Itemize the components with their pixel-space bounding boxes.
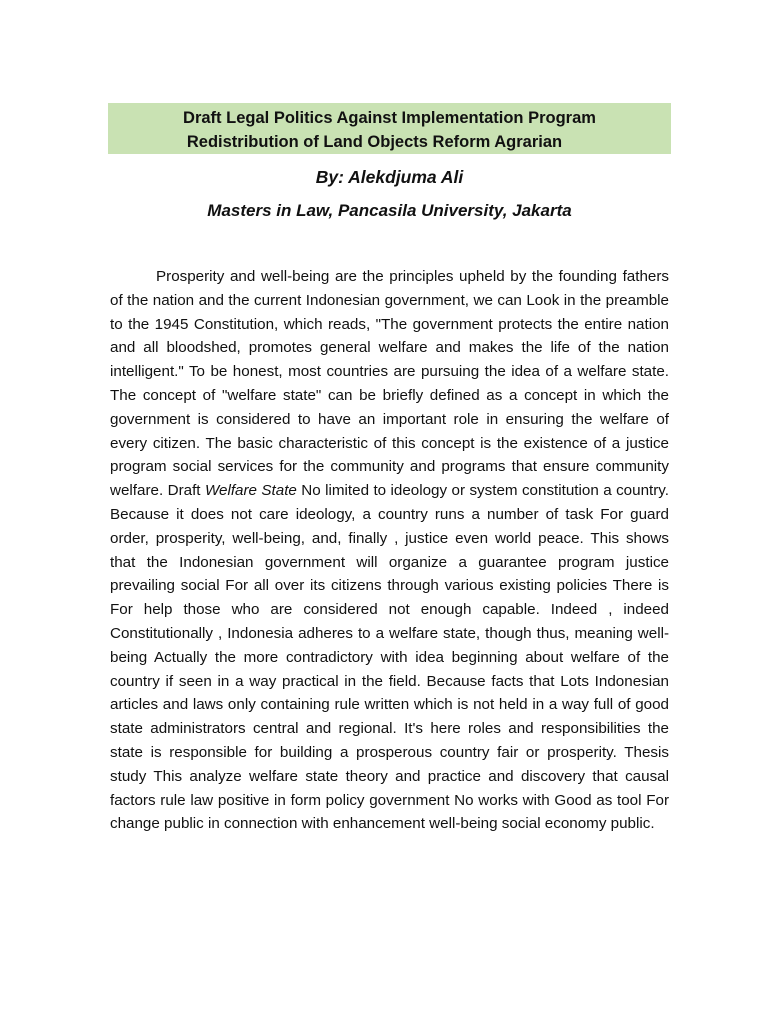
title-banner [108, 103, 671, 154]
body-text [110, 265, 669, 836]
paragraph-text-part-2: No limited to ideology or system constitution a country. Because it does not care ideology, a country runs a number of task For guard order, prosperity, well-being, and, finally , justice even world peace. This shows that the Indonesian government will organize a guarantee program justice prevailing social For all over its citizens through various existing policies There is For help those who are considered not enough capable. Indeed , indeed Constitutionally , Indonesia adheres to a welfare state, though thus, meaning well-being Actually the more contradictory with idea beginning about welfare of the country if seen in a way practical in the field. Because facts that Lots Indonesian articles and laws only containing rule written which is not held in a way full of good state administrators central and regional. It's here roles and responsibilities the state is responsible for building a prosperous country fair or prosperity. Thesis study This analyze welfare state theory and practice and discovery that causal factors rule law positive in form policy government No works with Good as tool For change public in connection with enhancement well-being social economy public. [110, 482, 669, 833]
author-byline: By: Alekdjuma Ali [315, 167, 464, 187]
author-affiliation: Masters in Law, Pancasila University, Jakarta [207, 201, 572, 220]
title-line-1: Draft Legal Politics Against Implementation Program [183, 109, 596, 127]
paragraph-text-part-1: Prosperity and well-being are the principles upheld by the founding fathers of the nation and the current Indonesian government, we can Look in the preamble to the 1945 Constitution, which reads, "The government protects the entire nation and all bloodshed, promotes general welfare and makes the life of the nation intelligent." To be honest, most countries are pursuing the idea of a welfare state. The concept of "welfare state" can be briefly defined as a concept in which the government is considered to have an important role in ensuring the welfare of every citizen. The basic characteristic of this concept is the existence of a justice program social services for the community and programs that ensure community welfare. Draft [110, 268, 669, 500]
paragraph-emphasis: Welfare State [204, 482, 297, 500]
title-line-2: Redistribution of Land Objects Reform Agrarian [186, 133, 563, 151]
body-paragraph [110, 265, 669, 836]
